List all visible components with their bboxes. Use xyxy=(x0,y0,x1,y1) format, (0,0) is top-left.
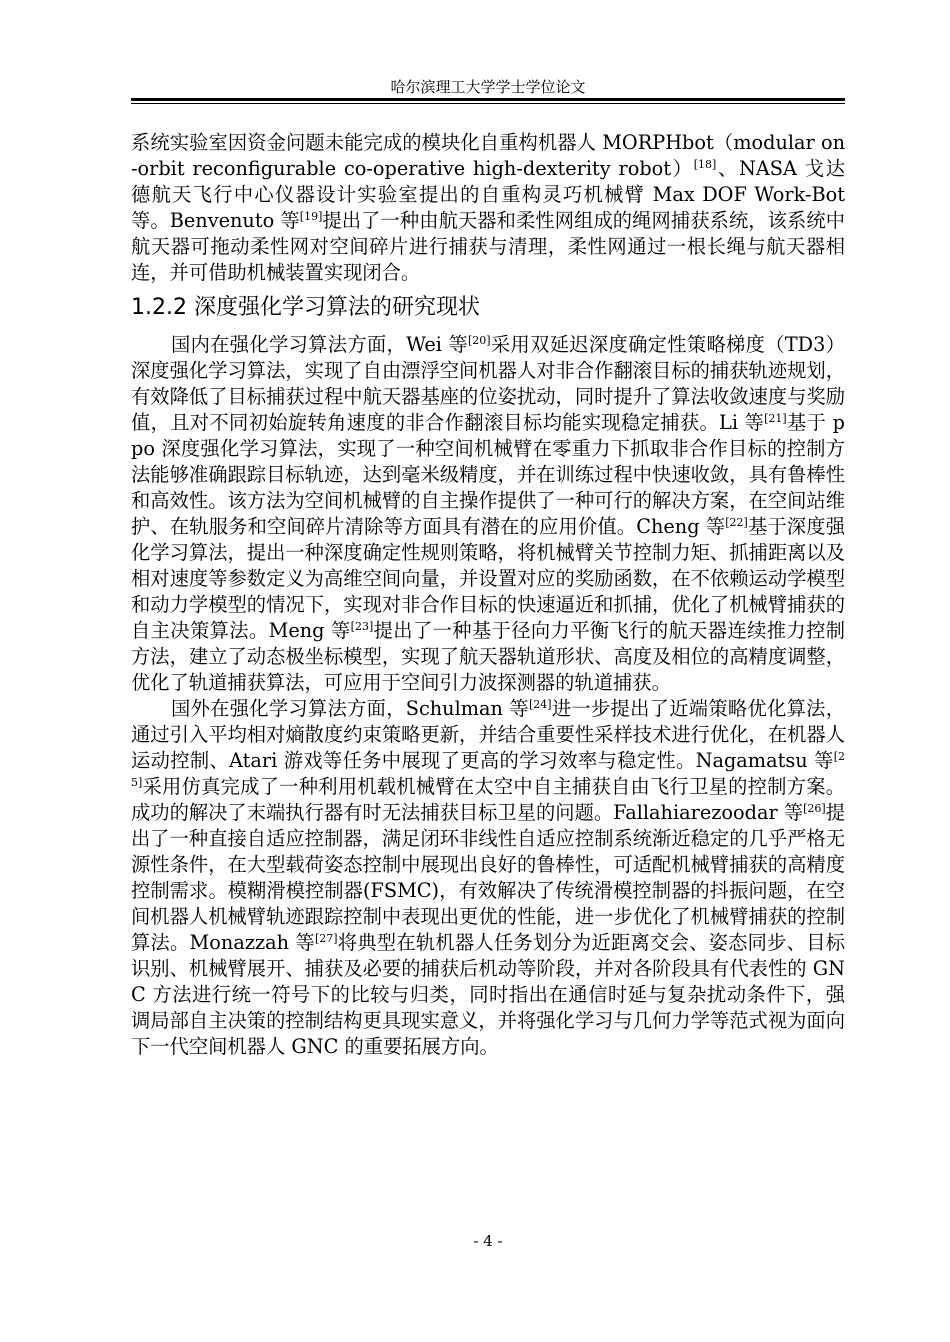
citation-ref: [19] xyxy=(299,210,323,223)
paragraph-domestic-research xyxy=(131,332,845,696)
running-header: 哈尔滨理工大学学士学位论文 xyxy=(390,78,586,96)
text-run: 提出了一种直接自适应控制器，满足闭环非线性自适应控制系统渐近稳定的几乎严格无源性条件，在大型载荷姿态控制中展现出良好的鲁棒性，可适配机械臂捕获的高精度控制需求。模糊滑模控制器(FSMC)，有效解决了传统滑模控制器的抖振问题，在空间机器人机械臂轨迹跟踪控制中表现出更优的性能，进一步优化了机械臂捕获的控制算法。Monazzah 等 xyxy=(131,801,845,954)
text-run: 系统实验室因资金问题未能完成的模块化自重构机器人 MORPHbot（modular on-orbit reconfigurable co-operative high-dexterity robot） xyxy=(131,131,845,180)
header-rule-thick xyxy=(131,98,845,101)
text-run: 进一步提出了近端策略优化算法，通过引入平均相对熵散度约束策略更新，并结合重要性采样技术进行优化，在机器人运动控制、Atari 游戏等任务中展现了更高的学习效率与稳定性。Nagamatsu 等 xyxy=(131,697,845,772)
text-run: 采用仿真完成了一种利用机载机械臂在太空中自主捕获自由飞行卫星的控制方案。成功的解决了末端执行器有时无法捕获目标卫星的问题。Fallahiarezoodar 等 xyxy=(131,775,845,824)
text-run: 基于深度强化学习算法，提出一种深度确定性规则策略，将机械臂关节控制力矩、抓捕距离以及相对速度等参数定义为高维空间向量，并设置对应的奖励函数，在不依赖运动学模型和动力学模型的情况下，实现对非合作目标的快速逼近和抓捕，优化了机械臂捕获的自主决策算法。Meng 等 xyxy=(131,515,846,642)
citation-ref: [27] xyxy=(314,932,338,945)
page-number: - 4 - xyxy=(473,1232,503,1250)
text-run: 基于 ppo 深度强化学习算法，实现了一种空间机械臂在零重力下抓取非合作目标的控制方法能够准确跟踪目标轨迹，达到毫米级精度，并在训练过程中快速收敛，具有鲁棒性和高效性。该方法为空间机械臂的自主操作提供了一种可行的解决方案，在空间站维护、在轨服务和空间碎片清除等方面具有潜在的应用价值。Cheng 等 xyxy=(131,411,845,538)
citation-ref: [20] xyxy=(468,334,491,347)
citation-ref: [21] xyxy=(764,412,787,425)
text-run: 采用双延迟深度确定性策略梯度（TD3）深度强化学习算法，实现了自由漂浮空间机器人对非合作翻滚目标的捕获轨迹规划，有效降低了目标捕获过程中航天器基座的位姿扰动，同时提升了算法收敛速度与奖励值，且对不同初始旋转角速度的非合作翻滚目标均能实现稳定捕获。Li 等 xyxy=(131,333,845,434)
citation-ref: [25] xyxy=(131,750,845,789)
text-run: 提出了一种由航天器和柔性网组成的绳网捕获系统，该系统中航天器可拖动柔性网对空间碎片进行捕获与清理，柔性网通过一根长绳与航天器相连，并可借助机械装置实现闭合。 xyxy=(131,209,846,284)
text-run: 国内在强化学习算法方面，Wei 等 xyxy=(171,333,468,356)
paragraph-continued xyxy=(131,130,845,286)
section-heading: 1.2.2 深度强化学习算法的研究现状 xyxy=(131,295,480,320)
citation-ref: [24] xyxy=(528,698,552,711)
text-run: 将典型在轨机器人任务划分为近距离交会、姿态同步、目标识别、机械臂展开、捕获及必要的捕获后机动等阶段，并对各阶段具有代表性的 GNC 方法进行统一符号下的比较与归类，同时指出在通信时延与复杂扰动条件下，强调局部自主决策的控制结构更具现实意义，并将强化学习与几何力学等范式视为面向下一代空间机器人 GNC 的重要拓展方向。 xyxy=(131,931,846,1058)
text-run: 、NASA 戈达德航天飞行中心仪器设计实验室提出的自重构灵巧机械臂 Max DOF Work-Bot 等。Benvenuto 等 xyxy=(131,157,845,232)
header-rule-thin xyxy=(131,103,845,104)
paragraph-foreign-research xyxy=(131,696,845,1060)
citation-ref: [22] xyxy=(725,516,748,529)
text-run: 提出了一种基于径向力平衡飞行的航天器连续推力控制方法，建立了动态极坐标模型，实现了航天器轨道形状、高度及相位的高精度调整，优化了轨道捕获算法，可应用于空间引力波探测器的轨道捕获。 xyxy=(131,619,846,694)
citation-ref: [18] xyxy=(693,158,717,171)
citation-ref: [23] xyxy=(350,620,374,633)
text-run: 国外在强化学习算法方面，Schulman 等 xyxy=(171,697,529,720)
citation-ref: [26] xyxy=(803,802,826,815)
body-text xyxy=(131,130,845,1060)
